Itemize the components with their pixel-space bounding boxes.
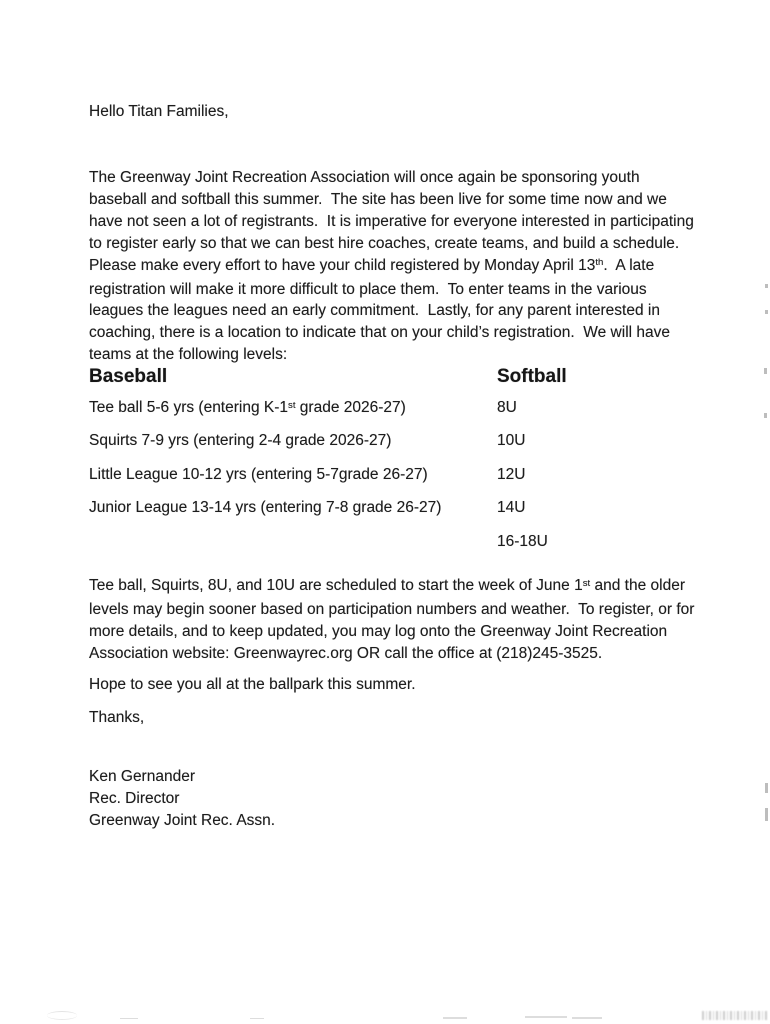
body-paragraph-1 — [89, 167, 699, 366]
closing-line: Thanks, — [89, 709, 145, 726]
scan-artifact-dash — [120, 1018, 138, 1019]
signature-title: Rec. Director — [89, 790, 180, 807]
scan-artifact-edge-tick — [765, 783, 768, 793]
level-text-segment: Tee ball 5-6 yrs (entering K-1 — [89, 399, 289, 416]
baseball-level-text: Squirts 7-9 yrs (entering 2-4 grade 2026-27) — [89, 432, 392, 450]
paragraph-text: Tee ball, Squirts, 8U, and 10U are scheduled to start the week of June 1 — [89, 577, 583, 594]
scan-artifact-microtext — [702, 1011, 768, 1020]
superscript-th: th — [595, 257, 604, 269]
paragraph-text: The Greenway Joint Recreation Association will once again be sponsoring youth baseball and softball this summer. The site has been live for some time now and we have not seen a lot of registrants. It is imperative for everyone interested in participating to register early so that we can best hire coaches, create teams, and build a schedule. Please make every effort to have your child registered by Monday April 13 — [89, 169, 699, 274]
softball-heading: Softball — [497, 366, 567, 387]
softball-level-text: 8U — [497, 399, 517, 416]
paragraph-text: . A late registration will make it more difficult to place them. To enter teams in the various leagues the leagues need an early commitment. Lastly, for any parent interested in coaching, there is a location to indicate that on your child’s registration. We will have teams at the following levels: — [89, 256, 675, 364]
scan-artifact-edge-tick — [765, 310, 768, 314]
levels-heading-row — [89, 366, 709, 388]
signature-block — [89, 766, 275, 832]
level-row — [89, 432, 729, 465]
scan-artifact-edge-tick — [764, 413, 767, 418]
baseball-level-text — [89, 399, 497, 417]
baseball-level-text: Little League 10-12 yrs (entering 5-7grade 26-27) — [89, 465, 428, 483]
signature-name: Ken Gernander — [89, 768, 195, 785]
levels-table — [89, 399, 729, 566]
scan-artifact-edge-tick — [765, 284, 768, 288]
softball-level-text: 14U — [497, 499, 526, 517]
baseball-heading: Baseball — [89, 366, 168, 387]
scan-artifact-dash — [443, 1017, 467, 1019]
superscript-st: st — [288, 399, 296, 411]
scan-artifact-dash — [250, 1018, 264, 1019]
scan-artifact-edge-tick — [764, 368, 767, 374]
paragraph-text: and the older levels may begin sooner based on participation numbers and weather. To register, or for more details, and to keep updated, you may log onto the Greenway Joint Recreation Association website: Greenwayrec.org OR call the office at (218)245-3525. — [89, 577, 699, 662]
scan-artifact-dash — [572, 1017, 602, 1019]
level-row — [89, 499, 729, 532]
scan-artifact-dash — [525, 1016, 567, 1018]
level-row — [89, 533, 729, 566]
body-paragraph-2 — [89, 575, 703, 665]
scan-artifact-edge-tick — [765, 808, 768, 821]
softball-level-text: 12U — [497, 465, 526, 483]
softball-level-text: 16-18U — [497, 532, 548, 550]
level-row — [89, 399, 729, 432]
softball-level-text: 10U — [497, 432, 526, 450]
signature-org: Greenway Joint Rec. Assn. — [89, 812, 276, 829]
level-text-segment: grade 2026-27) — [295, 399, 406, 416]
scan-artifact-squiggle — [47, 1011, 77, 1020]
superscript-st: st — [582, 577, 591, 589]
body-paragraph-3: Hope to see you all at the ballpark this summer. — [89, 676, 416, 693]
baseball-level-text: Junior League 13-14 yrs (entering 7-8 grade 26-27) — [89, 499, 442, 517]
level-row — [89, 466, 729, 499]
greeting-line: Hello Titan Families, — [89, 103, 229, 120]
